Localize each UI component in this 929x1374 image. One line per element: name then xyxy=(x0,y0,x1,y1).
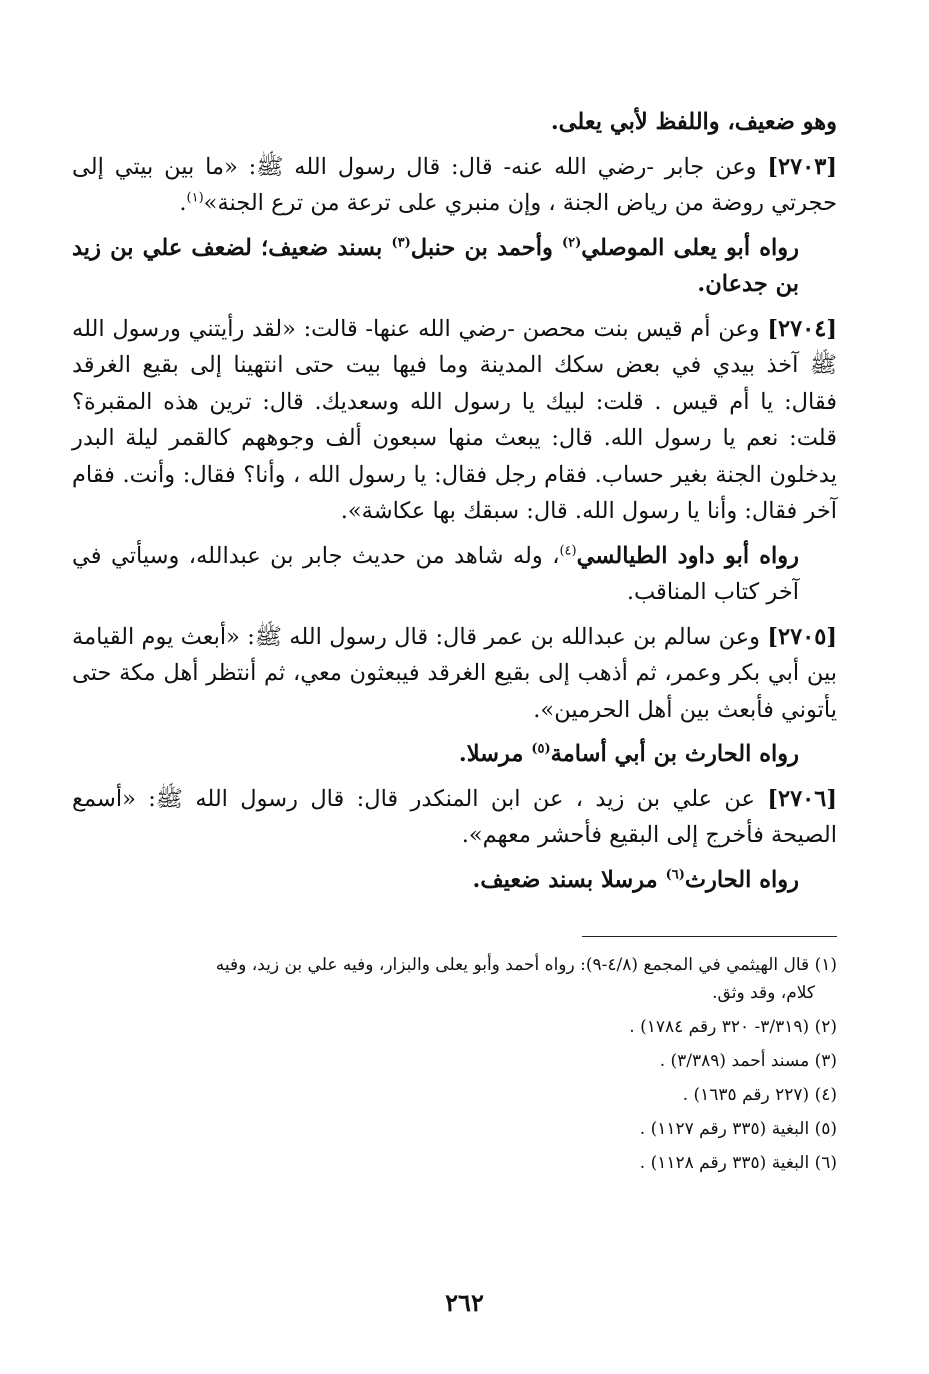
source-2705 xyxy=(72,736,837,773)
footnote-4: (٤) (٢٢٧ رقم ١٦٣٥) . xyxy=(682,1085,837,1105)
footnote-2: (٢) (٣/٣١٩- ٣٢٠ رقم ١٧٨٤) . xyxy=(629,1017,837,1037)
paragraph-end-prev: وهو ضعيف، واللفظ لأبي يعلى. xyxy=(550,109,837,135)
hadith-text: وعن جابر -رضي الله عنه- قال: قال رسول الله ﷺ: «ما بين بيتي إلى حجرتي روضة من رياض الجنة ، وإن منبري على ترعة من ترع الجنة» xyxy=(72,153,837,216)
source-text: مرسلا بسند ضعيف. xyxy=(472,866,666,893)
hadith-2704 xyxy=(72,311,837,530)
hadith-number: [٢٧٠٥] xyxy=(767,623,837,650)
footnote-5: (٥) البغية (٣٣٥ رقم ١١٢٧) . xyxy=(639,1119,837,1139)
source-text: رواه أبو داود الطيالسي xyxy=(576,542,799,569)
hadith-number: [٢٧٠٣] xyxy=(767,153,837,180)
footnote-text: (١) قال الهيثمي في المجمع (٤/٨-٩): رواه أحمد وأبو يعلى والبزار، وفيه علي بن زيد، وفيه xyxy=(215,955,837,975)
footnote-marker: (٢) xyxy=(561,235,582,250)
source-2703 xyxy=(72,230,837,303)
footnote-continuation: كلام، وقد وثق. xyxy=(712,983,815,1003)
footnote-1 xyxy=(72,951,837,1007)
source-2704 xyxy=(72,538,837,611)
source-text: رواه أبو يعلى الموصلي xyxy=(581,234,799,261)
footnote-marker: (٤) xyxy=(559,543,577,558)
source-text: رواه الحارث xyxy=(684,866,799,893)
hadith-2706 xyxy=(72,781,837,854)
hadith-2703: [٢٧٠٣] وعن جابر -رضي الله عنه- قال: قال رسول الله ﷺ: «ما بين بيتي إلى حجرتي روضة من رياض الجنة ، وإن منبري على ترعة من ترع الجنة»$^{(١)}$. xyxy=(72,153,837,216)
hadith-2705 xyxy=(72,619,837,729)
hadith-number: [٢٧٠٤] xyxy=(767,315,837,342)
hadith-text: عن علي بن زيد ، عن ابن المنكدر قال: قال رسول الله ﷺ: «أسمع الصيحة فأخرج إلى البقيع فأحشر معهم». xyxy=(72,785,837,848)
page-number: ٢٦٢ xyxy=(445,1288,484,1317)
footnote-marker: (٣) xyxy=(391,235,411,250)
hadith-text: وعن سالم بن عبدالله بن عمر قال: قال رسول الله ﷺ: «أبعث يوم القيامة بين أبي بكر وعمر، ثم أذهب إلى بقيع الغرقد فيبعثون معي، ثم أنتظر أهل مكة حتى يأتوني فأبعث بين أهل الحرمين». xyxy=(72,623,837,723)
hadith-text: وعن أم قيس بنت محصن -رضي الله عنها- قالت: «لقد رأيتني ورسول الله ﷺ آخذ بيدي في بعض سكك المدينة وما فيها بيت حتى انتهينا إلى بقيع الغرقد فقال: يا أم قيس . قلت: لبيك يا رسول الله وسعديك. قال: ترين هذه المقبرة؟ قلت: نعم يا رسول الله. قال: يبعث منها سبعون ألف وجوههم كالقمر ليلة البدر يدخلون الجنة بغير حساب. فقام رجل فقال: يا رسول الله ، وأنا؟ فقال: وأنت. فقام آخر فقال: وأنا يا رسول الله. قال: سبقك بها عكاشة». xyxy=(72,315,837,524)
source-text: ، وله شاهد من حديث جابر بن عبدالله، وسيأتي في آخر كتاب المناقب. xyxy=(72,542,799,605)
footnote-marker: (١) xyxy=(186,190,204,206)
footnote-6: (٦) البغية (٣٣٥ رقم ١١٢٨) . xyxy=(639,1153,837,1173)
source-text: وأحمد بن حنبل xyxy=(410,234,562,261)
source-text: بسند ضعيف؛ لضعف علي بن زيد بن جدعان. xyxy=(72,234,799,297)
footnote-marker: (٦) xyxy=(665,867,685,882)
hadith-number: [٢٧٠٦] xyxy=(767,785,837,812)
footnote-marker: (٥) xyxy=(531,741,551,757)
source-text: مرسلا. xyxy=(458,741,532,767)
source-text: رواه الحارث بن أبي أسامة xyxy=(550,741,799,767)
source-2706 xyxy=(72,862,837,899)
footnote-separator xyxy=(582,936,837,937)
footnote-3: (٣) مسند أحمد (٣/٣٨٩) . xyxy=(659,1051,837,1071)
